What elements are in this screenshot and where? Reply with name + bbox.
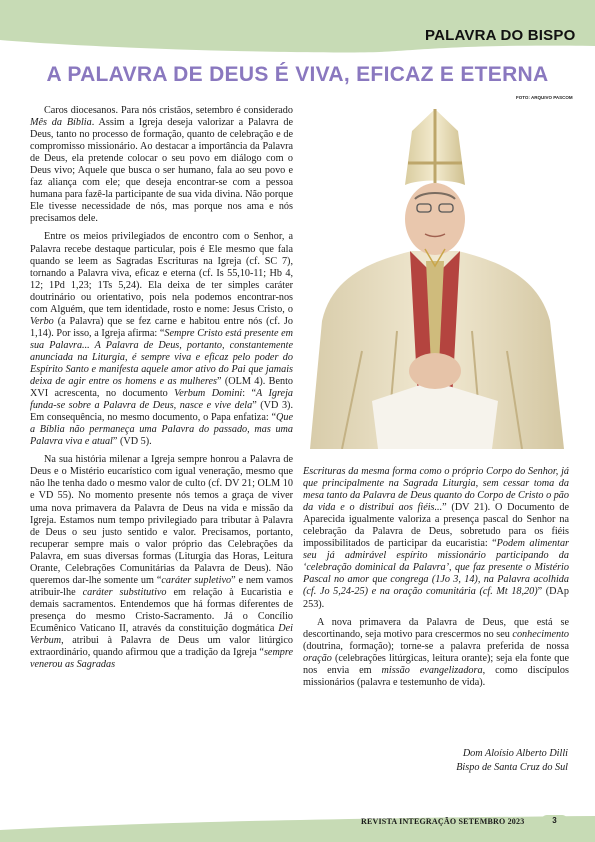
text-run: ” e nem vamos atribuir-lhe <box>30 574 293 598</box>
text-run: em relação à Eucaristia e demais sacramentos. Entendemos que há formas diferentes de presença do mesmo Cristo-Sacramento. Já o Concílio Ecumênico Vaticano II, através da constituição dogmática <box>30 586 293 634</box>
text-run: . Assim a Igreja deseja valorizar a Palavra de Deus, tanto no processo de formação, quanto de celebração e de compromisso missionário. Ao destacar a importância da Palavra de Deus, ela pretende colocar o seu povo em diálogo com o Deus vivo; Aquele que busca o ser humano, fala ao seu povo e faz aliança com ele; que deseja encontrar-se com a pessoa humana para fazê-la participante de sua vida divina. Não porque Ele tivesse necessidade de nós, mas porque nos ama e nós precisamos dele. <box>30 117 294 225</box>
signature-name: Dom Aloísio Alberto Dilli <box>462 748 568 759</box>
text-run: : “ <box>242 388 257 400</box>
text-run: ” (VD 3). Em consequência, no mesmo documento, o Papa enfatiza: “ <box>30 400 293 424</box>
text-run: , atribui à Palavra de Deus um valor litúrgico extraordinário, quando afirmou que a tradição da Igreja “ <box>30 635 293 659</box>
section-label: PALAVRA DO BISPO <box>425 27 576 44</box>
text-run: A Igreja funda-se sobre a Palavra de Deus, nasce e vive dela <box>30 388 293 412</box>
page-number: 3 <box>541 815 568 827</box>
article-column-2 <box>303 466 569 689</box>
text-run: Na sua história milenar a Igreja sempre honrou a Palavra de Deus e o Mistério eucarístico com igual veneração, mesmo que não lhe tenha dado o mesmo valor de culto (cf. DV 21; OLM 10 e VD 55). No momento presente nós temos a graça de viver uma nova primavera da Palavra de Deus na vida e missão da Igreja. Estamos num tempo privilegiado para tributar à Palavra de Deus o seu justo sentido e valor. Precisamos, portanto, recuperar sempre mais o valor próprio das Celebrações da Palavra, em suas diversas formas (Liturgia das Horas, Leitura Orante, Celebrações Comunitárias da Palavra de Deus). Não queremos dar-lhe somente um “ <box>30 454 293 586</box>
photo-credit: FOTO: ARQUIVO PASCOM <box>516 95 573 100</box>
text-run: (a Palavra) que se fez carne e habitou entre nós (cf. Jo 1,14). Por isso, a Igreja afirma: “ <box>30 315 293 339</box>
text-run: Sempre Cristo está presente em sua Palavra... A Palavra de Deus, portanto, constantemente anunciada na Liturgia, é sempre viva e eficaz pelo poder do Espírito Santo e manifesta aquele amor ativo do Pai que jamais deixa de agir entre os homens e as mulheres <box>30 327 294 388</box>
text-run: ” (DAp 253). <box>303 586 569 610</box>
paragraph-1 <box>30 105 293 225</box>
article-title: A PALAVRA DE DEUS É VIVA, EFICAZ E ETERNA <box>46 63 549 86</box>
paragraph-2 <box>30 231 293 448</box>
text-run: oração <box>303 652 332 664</box>
text-run: missão evangelizadora <box>381 664 483 676</box>
text-run: Podem alimentar seu já admirável espírito missionário participando da ‘celebração dominical da Palavra’, que faz presente o Mistério Pascal no amor que congrega (1Jo 3, 14), na Palavra acolhida (cf. Jo 5,24-25) e na oração comunitária (cf. Mt 18,20) <box>303 538 570 598</box>
text-run: (doutrina, formação); torne-se a palavra preferida de nossa <box>303 640 569 652</box>
text-run: conhecimento <box>512 628 569 640</box>
text-run: ” (OLM 4). Bento XVI acrescenta, no documento <box>30 376 293 400</box>
text-run: sempre venerou as Sagradas <box>30 647 293 671</box>
article-column-1 <box>30 105 293 671</box>
text-run: ” (VD 5). <box>112 436 152 448</box>
text-run: caráter substitutivo <box>82 586 167 598</box>
text-run: Caros diocesanos. Para nós cristãos, setembro é considerado <box>44 105 293 116</box>
text-run: Que a Bíblia não permaneça uma Palavra do passado, mas uma Palavra viva e atual <box>30 412 293 448</box>
signature <box>300 747 568 775</box>
paragraph-5 <box>303 617 569 689</box>
text-run: Escrituras da mesma forma como o próprio Corpo do Senhor, já que principalmente na Sagrada Liturgia, sem cessar toma da mesa tanto da Palavra de Deus quanto do Corpo de Cristo o pão da vida e o distribui aos fiéis... <box>303 466 569 514</box>
text-run: Verbo <box>30 315 54 327</box>
text-run: (celebrações litúrgicas, leitura orante); seja ela fonte que nos envia em <box>303 652 569 676</box>
text-run: A nova primavera da Palavra de Deus, que está se descortinando, seja motivo para crescermos no seu <box>303 616 569 640</box>
text-run: Verbum Domini <box>174 388 243 400</box>
text-run: Entre os meios privilegiados de encontro com o Senhor, a Palavra recebe destaque particular, pois é Ele mesmo que fala quando se leem as Sagradas Escrituras na Igreja (cf. SC 7), tornando a Palavra viva, eficaz e eterna (cf. Is 55,10-11; Hb 4, 12; 1Pd 1,23; 1Ts 5,24). Ela deixa de ter simples caráter doutrinário ou orientativo, pois nela podemos encontrar-nos com Alguém, que tem identidade, rosto e nome: Jesus Cristo, o <box>30 231 293 315</box>
bishop-in-vestments-image <box>302 101 568 449</box>
text-run: , como discípulos missionários (palavra e testemunho de vida). <box>303 664 569 688</box>
signature-role: Bispo de Santa Cruz do Sul <box>456 762 568 773</box>
text-run: caráter supletivo <box>161 574 232 586</box>
text-run: Dei Verbum <box>30 622 293 647</box>
paragraph-4 <box>303 466 569 611</box>
text-run: ” (DV 21). O Documento de Aparecida igualmente valoriza a presença pascal do Senhor na celebração da Palavra de Deus, sobretudo para os fiéis impossibilitados de participar da eucaristia: “ <box>303 502 569 550</box>
text-run: Mês da Bíblia <box>30 117 92 129</box>
publication-name: REVISTA INTEGRAÇÃO SETEMBRO 2023 <box>361 817 525 826</box>
paragraph-3 <box>30 454 293 671</box>
